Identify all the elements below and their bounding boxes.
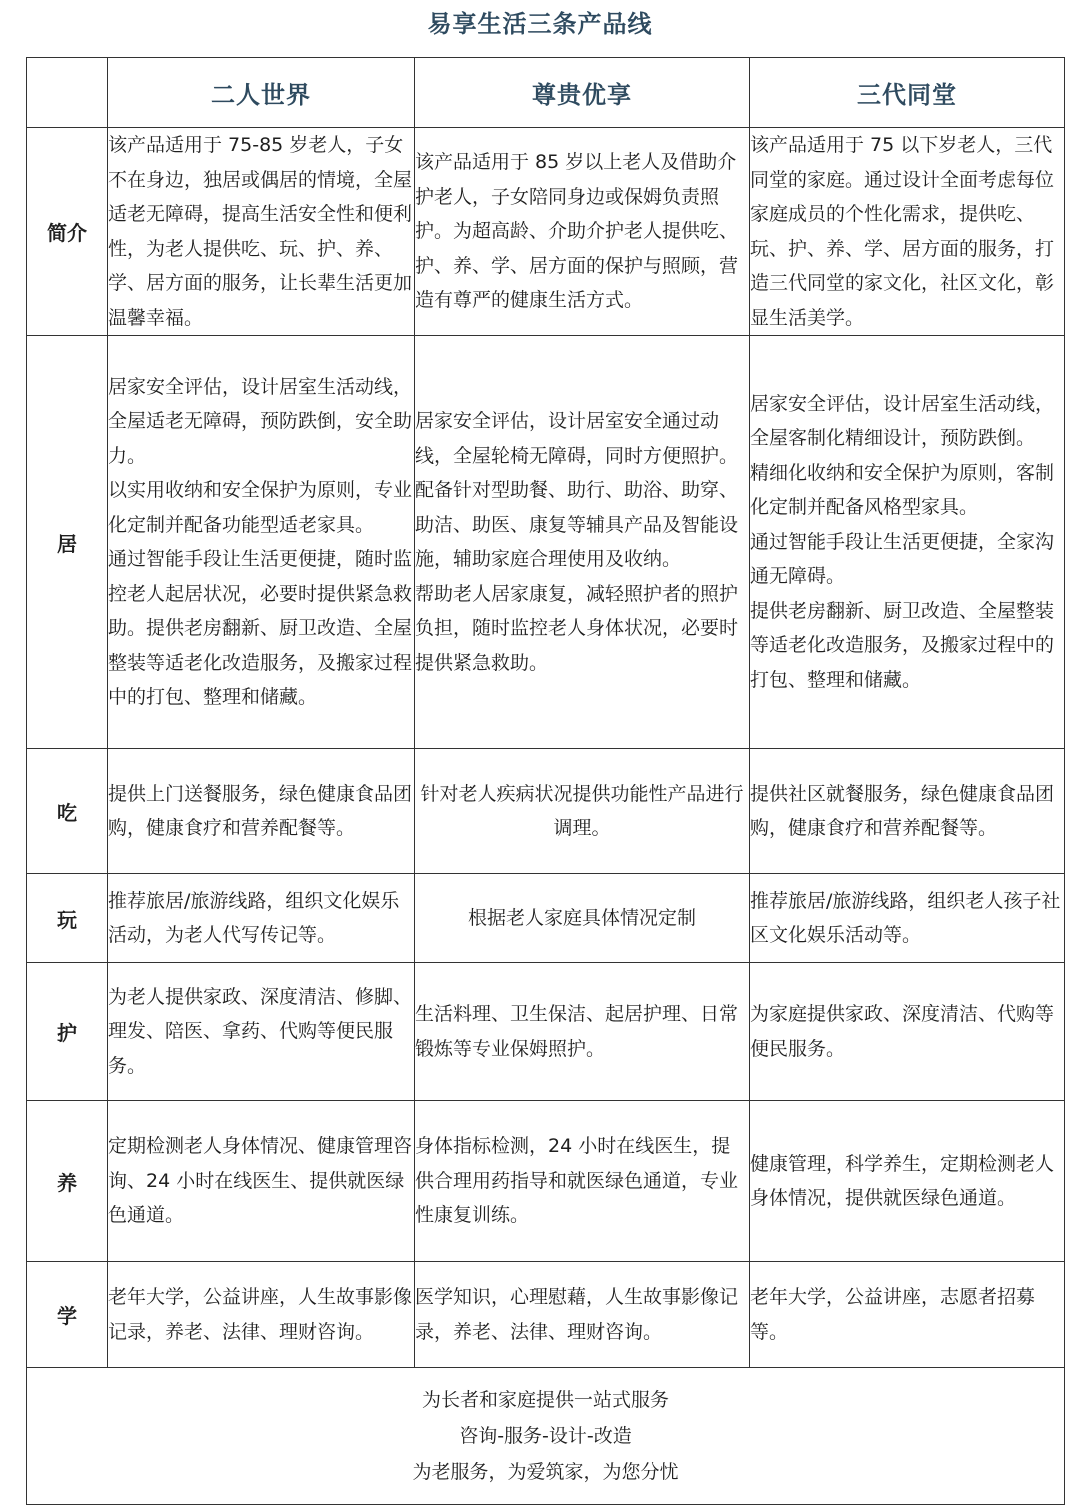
- table-cell: 健康管理，科学养生，定期检测老人身体情况，提供就医绿色通道。: [750, 1101, 1065, 1262]
- table-cell: 根据老人家庭具体情况定制: [415, 874, 750, 963]
- table-row: [27, 1101, 1065, 1262]
- table-cell: 生活料理、卫生保洁、起居护理、日常锻炼等专业保姆照护。: [415, 963, 750, 1101]
- footer-cell: [27, 1368, 1065, 1505]
- table-cell: 提供上门送餐服务，绿色健康食品团购，健康食疗和营养配餐等。: [108, 749, 415, 874]
- table-header-row: [27, 58, 1065, 128]
- table-cell: 居家安全评估，设计居室生活动线，全屋客制化精细设计，预防跌倒。 精细化收纳和安全保护为原则，客制化定制并配备风格型家具。 通过智能手段让生活更便捷，全家沟通无障碍。 提供老房翻新、厨卫改造、全屋整装等适老化改造服务，及搬家过程中的打包、整理和储藏。: [750, 336, 1065, 749]
- table-cell: 推荐旅居/旅游线路，组织文化娱乐活动，为老人代写传记等。: [108, 874, 415, 963]
- footer-line: 咨询-服务-设计-改造: [459, 1425, 632, 1447]
- table-cell: 为老人提供家政、深度清洁、修脚、理发、陪医、拿药、代购等便民服务。: [108, 963, 415, 1101]
- table-cell: 为家庭提供家政、深度清洁、代购等便民服务。: [750, 963, 1065, 1101]
- table-cell: 提供社区就餐服务，绿色健康食品团购，健康食疗和营养配餐等。: [750, 749, 1065, 874]
- footer-line: 为老服务，为爱筑家，为您分忧: [412, 1461, 679, 1483]
- table-row: [27, 963, 1065, 1101]
- page-title: 易享生活三条产品线: [427, 10, 653, 38]
- column-header-san-dai-tong-tang: 三代同堂: [750, 58, 1065, 128]
- row-label-intro: 简介: [27, 128, 108, 336]
- product-line-table: [26, 57, 1065, 1505]
- table-row: [27, 128, 1065, 336]
- table-cell: 居家安全评估，设计居室安全通过动线，全屋轮椅无障碍，同时方便照护。配备针对型助餐、助行、助浴、助穿、助洁、助医、康复等辅具产品及智能设施，辅助家庭合理使用及收纳。 帮助老人居家康复，减轻照护者的照护负担，随时监控老人身体状况，必要时提供紧急救助。: [415, 336, 750, 749]
- row-label-learn: 学: [27, 1262, 108, 1368]
- column-header-er-ren-shi-jie: 二人世界: [108, 58, 415, 128]
- row-label-living: 居: [27, 336, 108, 749]
- row-label-care: 护: [27, 963, 108, 1101]
- footer-line: 为长者和家庭提供一站式服务: [421, 1389, 669, 1411]
- table-cell: 该产品适用于 75 以下岁老人，三代同堂的家庭。通过设计全面考虑每位家庭成员的个性化需求，提供吃、玩、护、养、学、居方面的服务，打造三代同堂的家文化，社区文化，彰显生活美学。: [750, 128, 1065, 336]
- table-row: [27, 874, 1065, 963]
- row-label-health: 养: [27, 1101, 108, 1262]
- table-row: [27, 749, 1065, 874]
- table-row: [27, 1262, 1065, 1368]
- corner-cell: [27, 58, 108, 128]
- table-row: [27, 336, 1065, 749]
- table-cell: 老年大学，公益讲座，人生故事影像记录，养老、法律、理财咨询。: [108, 1262, 415, 1368]
- table-cell: 推荐旅居/旅游线路，组织老人孩子社区文化娱乐活动等。: [750, 874, 1065, 963]
- table-cell: 定期检测老人身体情况、健康管理咨询、24 小时在线医生、提供就医绿色通道。: [108, 1101, 415, 1262]
- table-cell: 针对老人疾病状况提供功能性产品进行调理。: [415, 749, 750, 874]
- table-cell: 该产品适用于 85 岁以上老人及借助介护老人，子女陪同身边或保姆负责照护。为超高龄、介助介护老人提供吃、护、养、学、居方面的保护与照顾，营造有尊严的健康生活方式。: [415, 128, 750, 336]
- column-header-zun-gui-you-xiang: 尊贵优享: [415, 58, 750, 128]
- row-label-eat: 吃: [27, 749, 108, 874]
- table-cell: 居家安全评估，设计居室生活动线，全屋适老无障碍，预防跌倒，安全助力。 以实用收纳和安全保护为原则，专业化定制并配备功能型适老家具。 通过智能手段让生活更便捷，随时监控老人起居状况，必要时提供紧急救助。提供老房翻新、厨卫改造、全屋整装等适老化改造服务，及搬家过程中的打包、整理和储藏。: [108, 336, 415, 749]
- table-cell: 老年大学，公益讲座，志愿者招募等。: [750, 1262, 1065, 1368]
- table-cell: 医学知识，心理慰藉，人生故事影像记录，养老、法律、理财咨询。: [415, 1262, 750, 1368]
- row-label-play: 玩: [27, 874, 108, 963]
- table-footer-row: [27, 1368, 1065, 1505]
- table-cell: 身体指标检测，24 小时在线医生，提供合理用药指导和就医绿色通道，专业性康复训练。: [415, 1101, 750, 1262]
- table-cell: 该产品适用于 75-85 岁老人，子女不在身边，独居或偶居的情境，全屋适老无障碍，提高生活安全性和便利性，为老人提供吃、玩、护、养、学、居方面的服务，让长辈生活更加温馨幸福。: [108, 128, 415, 336]
